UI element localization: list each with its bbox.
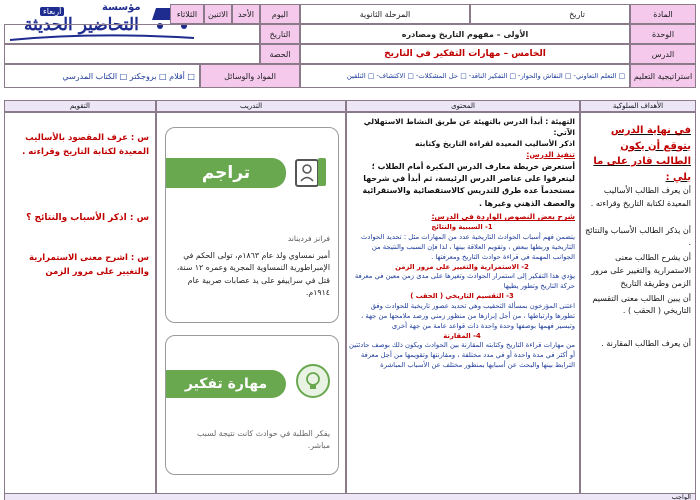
lesson-value: الخامس – مهارات التفكير في التاريخ	[384, 49, 546, 59]
materials-value: □ أقلام □ بروجكتر □ الكتاب المدرسي	[62, 71, 195, 81]
biography-banner-text: تراجم	[201, 163, 251, 183]
content-sub2-text: يؤدي هذا التفكير إلى استمرار الحوادث وتغيرها على مدى زمن معين في معرفة حركة التاريخ وتطور يطيها	[354, 272, 575, 291]
day-tue: الثلاثاء	[176, 9, 198, 19]
content-sub4-text: من مهارات قراءة التاريخ وكتابته المقارنة بين الحوادث ويكون ذلك بوصف حادثتين أو أكثر في مدة واحدة أو في مدد مختلفة ، ومقارنتها وتقويمها من أجل معرفة الترابط بينها والبحث عن أسبابها بمنظور مختلف عن الأسباب المباشرة	[349, 341, 575, 370]
objective-item: أن يبين الطالب معنى التقسيم التاريخي ( الحقب ) .	[592, 293, 691, 316]
col-header-objectives	[580, 100, 696, 112]
content-present-title: تنفيذ الدرس:	[526, 149, 575, 159]
day-sun-cell	[232, 4, 260, 24]
strategy-value: □ التعلم التعاوني- □ النقاش والحوار- □ التفكير الناقد- □ حل المشكلات- □ الاكتشاف- □ التلقين	[346, 72, 625, 80]
content-intro2: اذكر الأساليب المعيدة لقراءة التاريخ وكتابته	[415, 138, 575, 148]
date-row-label-cell	[260, 24, 300, 44]
day-thu	[106, 10, 133, 19]
unit-value-cell	[300, 24, 630, 44]
lesson-label-cell	[630, 44, 696, 64]
lightbulb-icon	[296, 364, 330, 398]
date-label: تاريخ	[569, 9, 585, 19]
eval-question-3: س : اشرح معنى الاستمرارية والتغيير على مرور الزمن	[29, 253, 149, 278]
content-sub2: 2- الاستمرارية والتغيير على مرور الزمن	[395, 262, 529, 271]
date-row-label: التاريخ	[269, 29, 291, 39]
col-content-label: المحتوى	[451, 102, 475, 110]
objectives-column	[580, 112, 696, 494]
col-objectives-label: الأهداف السلوكية	[612, 102, 664, 110]
content-intro: التهيئة : أبدأ الدرس بالتهيئة عن طريق النشاط الاستهلالي الآتي:	[363, 117, 575, 137]
objective-item: أن يعرف الطالب المقارنة .	[601, 339, 691, 349]
col-header-content	[346, 100, 580, 112]
col-training-label: التدريب	[239, 102, 263, 110]
biography-card	[165, 127, 339, 323]
objective-item: أن يشرح الطالب معنى الاستمرارية والتغيير على مرور الزمن وطريقة التاريخ	[591, 253, 691, 288]
objective-item: أن يعرف الطالب الأساليب المعيدة لكتابة التاريخ وقراءته .	[590, 186, 691, 208]
day-tue-cell	[170, 4, 204, 24]
col-header-evaluation	[4, 100, 156, 112]
unit-label-cell	[630, 24, 696, 44]
objective-item: أن يذكر الطالب الأسباب والنتائج .	[585, 225, 691, 248]
materials-value-cell	[4, 64, 200, 88]
objectives-intro-text: في نهاية الدرس يتوقع أن يكون الطالب قادر على ما يلي :	[593, 125, 691, 183]
unit-label: الوحدة	[651, 29, 675, 39]
lesson-value-cell	[300, 44, 630, 64]
thinking-skill-banner	[166, 370, 286, 398]
day-label: اليوم	[271, 9, 289, 19]
date-row-blank[interactable]	[4, 24, 260, 44]
day-wed	[144, 10, 167, 19]
content-sub4: 4- المقارنة	[443, 331, 481, 340]
day-sun: الأحد	[238, 9, 254, 19]
day-mon: الاثنين	[208, 9, 228, 19]
biography-banner	[166, 158, 286, 188]
thinking-skill-banner-text: مهارة تفكير	[184, 376, 268, 392]
logo-main-text: التحاضير الحديثة	[24, 15, 139, 35]
thinking-skill-card	[165, 335, 339, 475]
biography-text: أمير نمساوي ولد عام ١٨٦٣م، تولى الحكم في الإمبراطورية النمساوية المجرية وعمره ١٢ سنة، قتل في سراييفو على يد عصابات صربية عام ١٩١٤م.	[176, 251, 330, 298]
col-header-training	[156, 100, 346, 112]
strategy-label-cell	[630, 64, 696, 88]
lesson-label: الدرس	[651, 49, 675, 59]
eval-question-1: س : عرف المقصود بالأساليب المعيدة لكتابة التاريخ وقراءته .	[22, 133, 149, 158]
logo-sub-text: أربعاء	[40, 7, 64, 16]
eval-question-2: س : اذكر الأسباب والنتائج ؟	[26, 213, 149, 223]
period-label-cell	[260, 44, 300, 64]
materials-label: المواد والوسائل	[224, 71, 276, 81]
biography-name: فرانز فرديناند	[287, 234, 330, 243]
content-sub1-text: يتضمن فهم أسباب الحوادث التاريخية عدد من المهارات مثل : تحديد الحوادث التاريخية وربطها ببعض ، وتقويم العلاقة بينها ، لذا فإن السبب والنتيجة من الجوانب المهمة في قراءة حوادث التاريخ ومعرفتها .	[361, 233, 575, 261]
strategy-value-cell	[300, 64, 630, 88]
content-column	[346, 112, 580, 494]
logo-top-text: مؤسسة	[102, 2, 141, 13]
subject-label-cell	[630, 4, 696, 24]
content-sub3: 3- التقسيم التاريخي ( الحقب )	[410, 292, 514, 301]
content-texts-title: شرح بعض النصوص الواردة في الدرس:	[431, 212, 575, 222]
col-evaluation-label: التقويم	[70, 102, 90, 110]
day-label-cell	[260, 4, 300, 24]
lightbulb-graphic	[298, 366, 328, 396]
date-cell	[470, 4, 630, 24]
period-row-blank[interactable]	[4, 44, 260, 64]
homework-row	[4, 493, 696, 500]
biography-icon	[292, 154, 332, 190]
objectives-list	[583, 185, 691, 351]
content-body	[349, 117, 575, 371]
content-sub3-text: اعتنى المؤرخون بمسألة التحقيب وهي تحديد عصور تاريخية للحوادث وفق تطورها وارتباطها ، من أجل إبرازها من منظور زمني ورصد ملامحها من جهة ، وتبسير فهمها بوصفها وحدة واحدة ذات قواعد عامة من جهة أخرى	[360, 302, 575, 330]
training-column	[156, 112, 346, 494]
content-sub1: 1- السببية والنتائج	[431, 223, 493, 232]
subject-label: المادة	[653, 9, 673, 19]
evaluation-column	[4, 112, 156, 494]
stage-value: المرحلة الثانوية	[359, 9, 411, 19]
period-label: الحصة	[269, 49, 291, 59]
thinking-skill-text: يفكر الطلبة في حوادث كانت نتيجة لسبب مباشر.	[196, 429, 330, 451]
objectives-intro	[583, 123, 691, 185]
unit-value: الأولى – مفهوم التاريخ ومصادره	[401, 29, 529, 39]
strategy-label: استراتيجية التعليم	[633, 71, 693, 81]
content-present-text: أستعرض خريطة معارف الدرس المكبرة أمام الطلاب ؛ ليتعرفوا على عناصر الدرس الرئيسة، ثم أبدأ في شرحها مستخدماً عدة طرق للتدريس كالاستقصائية والاستقرائية والعصف الذهني وغيرها .	[362, 161, 575, 208]
stage-cell	[300, 4, 470, 24]
materials-label-cell	[200, 64, 300, 88]
homework-label: الواجب	[671, 493, 691, 500]
day-mon-cell	[204, 4, 232, 24]
